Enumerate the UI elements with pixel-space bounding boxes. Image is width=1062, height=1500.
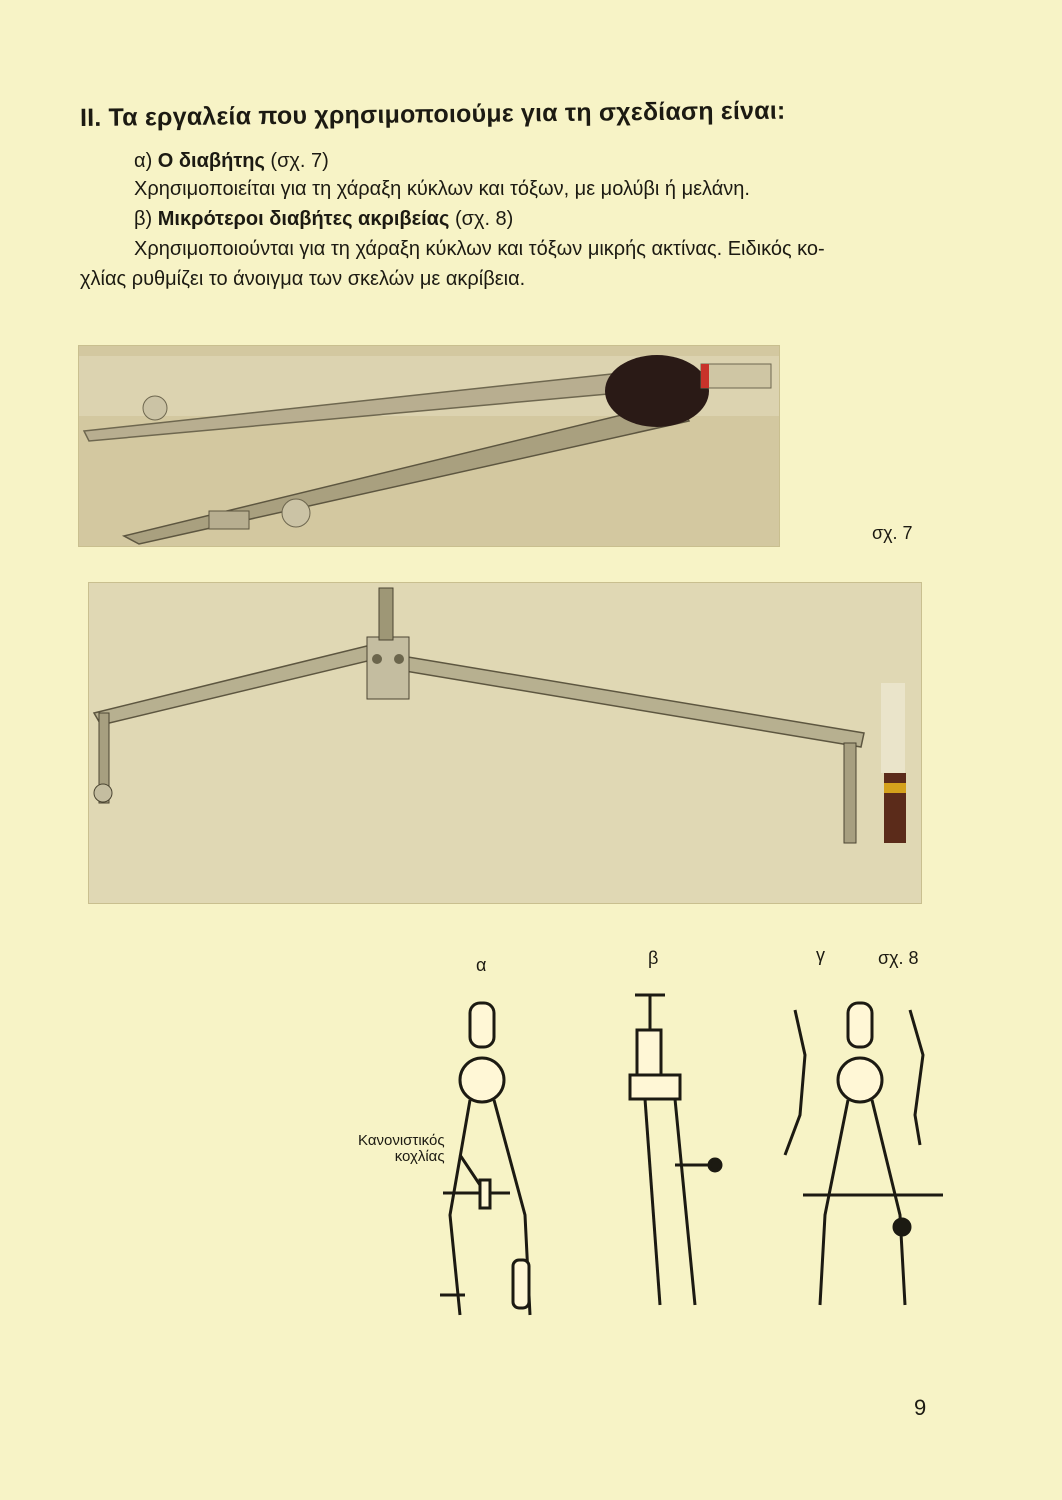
compass-photo — [78, 345, 780, 547]
item-a-text: Χρησιμοποιείται για τη χάραξη κύκλων και τόξων, με μολύβι ή μελάνη. — [134, 178, 750, 200]
fig8-label-c: γ — [816, 945, 825, 965]
item-a-line — [134, 150, 329, 173]
item-b-line — [134, 208, 513, 231]
item-b-text-2: χλίας ρυθμίζει το άνοιγμα των σκελών με ακρίβεια. — [80, 268, 526, 290]
beam-compass-photo — [88, 582, 922, 904]
fig8-label-a: α — [476, 955, 487, 975]
annotation-line-1: Κανονιστικός — [358, 1132, 445, 1149]
fig7-caption: σχ. 7 — [872, 523, 913, 543]
item-b-prefix: β) — [134, 208, 153, 230]
compass-photo-icon — [79, 346, 779, 546]
item-b-title: Μικρότεροι διαβήτες ακριβείας — [157, 208, 450, 230]
item-a-prefix: α) — [134, 150, 153, 172]
item-a-ref: (σχ. 7) — [270, 150, 329, 172]
precision-compasses-drawing — [355, 975, 975, 1365]
item-a-title: Ο διαβήτης — [157, 150, 265, 172]
item-b-text-1: Χρησιμοποιούνται για τη χάραξη κύκλων και τόξων μικρής ακτίνας. Ειδικός κο- — [134, 238, 825, 260]
section-heading: II. Τα εργαλεία που χρησιμοποιούμε για τη σχεδίαση είναι: — [79, 96, 786, 132]
fig8-label-b: β — [648, 948, 659, 968]
precision-compasses-icon — [355, 975, 975, 1365]
page-number: 9 — [914, 1395, 927, 1420]
fig8-caption: σχ. 8 — [878, 948, 919, 968]
adjusting-screw-annotation — [358, 1133, 445, 1165]
item-b-ref: (σχ. 8) — [454, 208, 514, 230]
beam-compass-photo-icon — [89, 583, 921, 903]
annotation-line-2: κοχλίας — [394, 1148, 445, 1165]
